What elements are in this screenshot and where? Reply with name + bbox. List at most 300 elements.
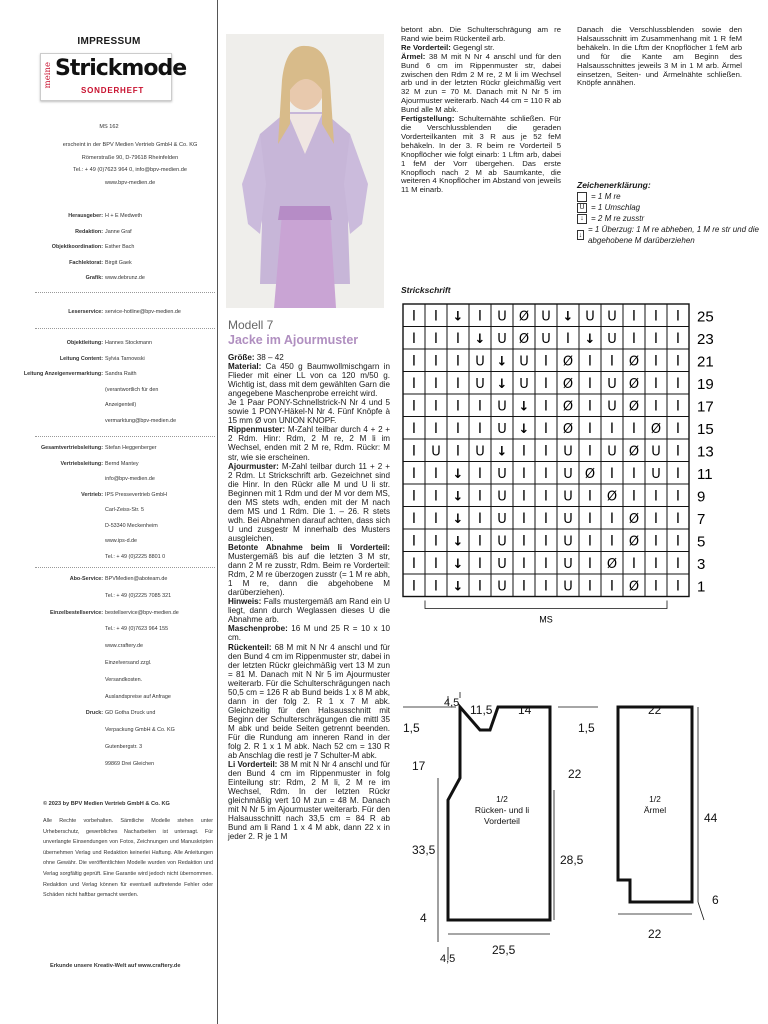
legend-title: Zeichenerklärung: (577, 180, 651, 190)
instruction-paragraph (228, 425, 390, 461)
instruction-heading: Betonte Abnahme beim li Vorderteil: (228, 542, 390, 552)
kv-value: bestellservice@bpv-medien.de (105, 609, 179, 616)
chart-symbol: U (541, 309, 551, 325)
chart-symbol: I (609, 420, 615, 437)
chart-symbol: I (675, 488, 681, 505)
kv-value: Carl-Zeiss-Str. 5 (105, 507, 144, 513)
body-label-2: Rücken- und li (474, 805, 530, 815)
chart-symbol: I (543, 578, 549, 595)
chart-symbol: I (433, 308, 439, 325)
instruction-heading: Größe: (228, 353, 255, 362)
chart-symbol: I (411, 578, 417, 595)
sleeve-label-1: 1/2 (649, 794, 661, 804)
chart-symbol: I (609, 578, 615, 595)
chart-symbol: U (607, 309, 617, 325)
chart-symbol: I (675, 353, 681, 370)
publisher-line: Tel.: + 49 (0)7623 964 0, info@bpv-medien.de (72, 167, 188, 173)
instruction-text: 16 M und 25 R = 10 x 10 cm. (228, 624, 390, 643)
instruction-paragraph (228, 543, 390, 597)
dim-h: 28,5 (560, 853, 584, 867)
ms-bracket (425, 601, 667, 609)
chart-row-label: 25 (697, 308, 714, 326)
legend-text: = 1 Umschlag (591, 203, 641, 212)
chart-row-label: 17 (697, 398, 714, 416)
chart-symbol: I (433, 353, 439, 370)
chart-symbol: ↓ (518, 421, 530, 437)
chart-symbol: I (653, 375, 659, 392)
footer-link[interactable]: Erkunde unsere Kreativ-Welt auf www.craftery.de (50, 963, 181, 969)
chart-symbol: I (675, 375, 681, 392)
chart-symbol: I (543, 510, 549, 527)
kv-value: D-53340 Meckenheim (105, 522, 158, 529)
instruction-heading: Re Vorderteil: (401, 42, 451, 52)
chart-symbol: Ø (562, 399, 574, 415)
chart-symbol: I (521, 533, 527, 550)
size-schematic (398, 692, 758, 974)
chart-symbol: ↓ (452, 466, 464, 482)
chart-symbol: I (543, 398, 549, 415)
instruction-text: 68 M mit N Nr 4 anschl und für den Bund 4 cm im Rippenmuster str, dabei in der letzten Rückr gleichmäßig vert 13 M zun = 81 M. Danach mit N Nr 5 im Ajourmuster weiterarb. Für die Schulterschrägungen nach 50,5 cm = 126 R ab Bund beids 1 x 8 M abk, dann in der folg 2. R 1 x 7 M abk. Gleichzeitig für den Halsausschnitt mit Beginn der Schulterschrägungen die mittl 35 M abk und beide Seiten getrennt beenden. Für die Rundung am inneren Rand in der folg 2. R 1 x 1 M abk. Nach 52 cm = 130 R ab Anschlag die restl je 7 Schulter-M abk. (228, 642, 390, 761)
chart-symbol: I (411, 533, 417, 550)
legend-symbol (577, 192, 587, 202)
chart-symbol: U (497, 511, 507, 527)
chart-symbol: U (585, 309, 595, 325)
chart-symbol: I (675, 308, 681, 325)
instruction-text: 38 M mit N Nr 4 anschl und für den Bund 6 cm im Rippenmuster str, dabei zwischen den Rdm 2 M re, 2 M li im Wechsel arb und in der letzten Rückr gleichmäßig vert 32 M zun = 70 M. Danach mit N Nr 5 im Ajourmuster weiterarb. Nach 44 cm = 110 R ab Bund alle M abk. (401, 51, 561, 115)
chart-symbol: Ø (518, 309, 530, 325)
chart-symbol: ↓ (518, 399, 530, 415)
chart-symbol: I (411, 420, 417, 437)
chart-symbol: I (521, 465, 527, 482)
instruction-text: M-Zahl teilbar durch 4 + 2 + 2 Rdm. Hinr: Rdm, 2 M re, 2 M li im Wechsel, enden mit 2 M re, Rdm. Rückr: M str, wie sie erscheinen. (228, 425, 390, 462)
chart-symbol: I (609, 533, 615, 550)
publisher-info (45, 139, 215, 189)
kv-key: Grafik: (85, 275, 103, 281)
knitting-chart (401, 302, 741, 642)
instructions-col-3: Danach die Verschlussblenden sowie den Halsausschnitt im Zusammenhang mit 1 R feM behäkeln. In die Lftm der Knopflöcher 1 feM arb und für die Kante am Beginn des Halsausschnittes jeweils 3 M in 1 M arb. Ärmel einsetzen, Seiten- und Ärmelnähte schließen. Knöpfe annähen. (577, 25, 742, 88)
chart-symbol: I (455, 330, 461, 347)
legend-item (577, 224, 762, 246)
body-label-1: 1/2 (496, 794, 508, 804)
chart-symbol: I (455, 353, 461, 370)
instruction-paragraph (228, 597, 390, 624)
chart-symbol: I (411, 465, 417, 482)
kv-key: Druck: (85, 710, 103, 717)
dim-f: 22 (568, 767, 582, 781)
chart-symbol: U (607, 376, 617, 392)
instruction-text: Gegengl str. (450, 42, 495, 52)
chart-symbol: I (675, 330, 681, 347)
chart-symbol: I (587, 398, 593, 415)
chart-symbol: I (609, 353, 615, 370)
chart-row-label: 13 (697, 443, 714, 461)
chart-symbol: Ø (518, 331, 530, 347)
chart-symbol: I (653, 488, 659, 505)
dim-a: 4,5 (444, 697, 460, 709)
legend-item (577, 202, 762, 213)
chart-symbol: U (497, 399, 507, 415)
instruction-text: M-Zahl teilbar durch 11 + 2 + 2 Rdm. Lt Strickschrift arb. Gezeichnet sind die Hinr. In den Rückr alle M und U li str. Beginnen mit 1 Rdm und der M vor dem MS, den MS stets wdh, enden mit der M nach dem MS und 1 Rdm. Die 1. – 26. R stets wdh. Bei Abnahmen darauf achten, dass sich U und zusgestr M innerhalb des Musters ausgleichen. (228, 461, 390, 543)
chart-symbol: I (411, 353, 417, 370)
chart-symbol: I (653, 330, 659, 347)
chart-symbol: U (607, 444, 617, 460)
instruction-heading: Hinweis: (228, 597, 262, 607)
chart-symbol: I (675, 465, 681, 482)
chart-symbol: I (521, 555, 527, 572)
kv-key: Vertriebsleitung: (60, 460, 103, 467)
chart-symbol: I (455, 443, 461, 460)
chart-symbol: I (631, 308, 637, 325)
chart-symbol: I (543, 465, 549, 482)
chart-symbol: I (543, 420, 549, 437)
instruction-heading: Material: (228, 362, 262, 372)
kv-value: www.debrunz.de (105, 275, 145, 281)
chart-symbol: I (587, 353, 593, 370)
chart-symbol: U (651, 444, 661, 460)
kv-value: Tel.: + 49 (0)7623 964 155 (105, 626, 169, 633)
dim-o: 6 (712, 893, 719, 907)
chart-symbol: I (631, 420, 637, 437)
dim-p: 22 (648, 927, 662, 941)
logo-meine: meine (43, 62, 53, 89)
kv-value: Sylvia Tarnowski (105, 355, 145, 362)
chart-symbol: I (411, 488, 417, 505)
kv-key: Vertrieb: (81, 491, 103, 498)
chart-symbol: I (477, 420, 483, 437)
chart-symbol: I (433, 533, 439, 550)
chart-symbol: I (587, 375, 593, 392)
legend-item (577, 213, 762, 224)
body-label-3: Vorderteil (484, 816, 520, 826)
chart-symbol: I (411, 510, 417, 527)
instructions-col-1 (228, 353, 390, 842)
instruction-heading: Li Vorderteil: (228, 760, 278, 770)
chart-symbol: I (675, 510, 681, 527)
chart-symbol: I (565, 330, 571, 347)
chart-symbol: I (433, 465, 439, 482)
instruction-text: 38 – 42 (254, 353, 284, 362)
instruction-paragraph (401, 115, 561, 195)
kv-key: Gesamtvertriebsleitung: (40, 445, 103, 451)
chart-symbol: Ø (584, 466, 596, 482)
publisher-line: erscheint in der BPV Medien Vertrieb GmbH & Co. KG (62, 142, 198, 148)
chart-symbol: I (477, 510, 483, 527)
chart-symbol: Ø (606, 556, 618, 572)
chart-symbol: I (543, 375, 549, 392)
chart-symbol: U (431, 444, 441, 460)
kv-value: (verantwortlich für den (105, 386, 159, 393)
kv-value: Versandkosten. (105, 676, 143, 683)
instruction-paragraph (228, 624, 390, 642)
chart-symbol: I (433, 330, 439, 347)
dim-i: 4 (420, 911, 427, 925)
chart-symbol: U (563, 489, 573, 505)
model-title: Jacke im Ajourmuster (228, 333, 359, 347)
chart-symbol: I (433, 510, 439, 527)
chart-symbol: U (519, 376, 529, 392)
kv-value: Gutenbergstr. 3 (105, 744, 143, 750)
chart-symbol: Ø (628, 399, 640, 415)
sleeve-label-2: Ärmel (643, 805, 667, 815)
chart-symbol: U (563, 511, 573, 527)
kv-value: BPVMedien@aboteam.de (105, 576, 168, 582)
chart-symbol: I (433, 578, 439, 595)
logo-sub: SONDERHEFT (81, 86, 145, 95)
chart-symbol: U (563, 579, 573, 595)
chart-row-label: 3 (697, 555, 706, 573)
publisher-line: www.bpv-medien.de (104, 179, 156, 186)
chart-symbol: I (675, 555, 681, 572)
divider (35, 292, 215, 293)
chart-symbol: I (521, 443, 527, 460)
chart-symbol: I (675, 443, 681, 460)
kv-value: 99869 Drei Gleichen (105, 760, 155, 767)
chart-symbol: I (587, 510, 593, 527)
chart-symbol: I (609, 465, 615, 482)
instruction-paragraph (228, 643, 390, 761)
chart-symbol: U (563, 556, 573, 572)
dim-g: 33,5 (412, 843, 436, 857)
chart-row-label: 19 (697, 375, 714, 393)
chart-symbol: U (563, 534, 573, 550)
instruction-text: Mustergemäß bis auf die letzten 3 M str, dann 2 M re zusstr, Rdm. Beim re Vorderteil: Rdm, 2 M re überzogen zusstr (= 1 M re abh, 1 M re, dann die abgehobene M darüberziehen). (228, 552, 390, 598)
chart-symbol: ↓ (562, 309, 574, 325)
kv-value: Verpackung GmbH & Co. KG (105, 727, 175, 734)
dim-c: 14 (518, 703, 532, 717)
chart-symbol: Ø (628, 376, 640, 392)
chart-symbol: I (543, 555, 549, 572)
chart-symbol: I (587, 555, 593, 572)
chart-symbol: I (587, 443, 593, 460)
kv-value: Einzelversand zzgl. (105, 660, 152, 666)
publisher-line: Römerstraße 90, D-79618 Rheinfelden (81, 154, 179, 161)
dim-d: 1,5 (403, 721, 420, 735)
chart-symbol: I (455, 420, 461, 437)
legend-item (577, 191, 762, 202)
instruction-text: betont abn. Die Schulterschrägung am re Rand wie beim Rückenteil arb. (401, 25, 561, 43)
chart-row-label: 11 (697, 465, 713, 483)
legend-symbol: U (577, 203, 587, 213)
chart-symbol: U (563, 444, 573, 460)
chart-symbol: I (433, 375, 439, 392)
kv-value: Tel.: + 49 (0)2225 8801 0 (105, 553, 166, 560)
chart-symbol: ↓ (474, 331, 486, 347)
chart-symbol: I (653, 578, 659, 595)
chart-symbol: I (433, 488, 439, 505)
kv-value: Sandra Raith (105, 371, 137, 377)
chart-symbol: Ø (650, 421, 662, 437)
chart-symbol: Ø (628, 534, 640, 550)
dim-n: 44 (704, 811, 718, 825)
chart-symbol: I (653, 555, 659, 572)
chart-symbol: I (477, 488, 483, 505)
chart-symbol: U (497, 309, 507, 325)
kv-value: Esther Bach (105, 244, 135, 250)
chart-symbol: U (497, 579, 507, 595)
chart-symbol: U (563, 466, 573, 482)
dim-b: 11,5 (470, 703, 493, 717)
chart-symbol: I (587, 420, 593, 437)
kv-value: Janne Graf (105, 228, 132, 235)
kv-value: Anzeigenteil) (105, 402, 137, 408)
divider (35, 436, 215, 437)
legend-text: = 1 M re (591, 192, 621, 201)
chart-symbol: I (587, 578, 593, 595)
chart-symbol: I (411, 375, 417, 392)
chart-symbol: I (543, 443, 549, 460)
chart-symbol: Ø (562, 376, 574, 392)
chart-symbol: I (675, 420, 681, 437)
instruction-heading: Ajourmuster: (228, 461, 279, 471)
chart-symbol: I (411, 443, 417, 460)
chart-symbol: I (653, 510, 659, 527)
kv-value: Birgit Gaek (105, 259, 132, 266)
instruction-heading: Maschenprobe: (228, 624, 288, 634)
kv-key: Objektkoordination: (51, 244, 103, 250)
kv-value: IPS Pressevertrieb GmbH (105, 491, 168, 498)
legend-symbol: ↓ (577, 214, 587, 224)
chart-symbol: U (651, 466, 661, 482)
chart-symbol: I (411, 555, 417, 572)
chart-row-label: 1 (697, 578, 706, 596)
chart-symbol: U (497, 556, 507, 572)
kv-value: www.ips-d.de (105, 538, 138, 544)
chart-symbol: I (631, 488, 637, 505)
dim-m: 22 (648, 703, 662, 717)
kv-value: Tel.: + 49 (0)2225 7085 321 (105, 592, 172, 599)
kv-key: Fachlektorat: (69, 259, 103, 266)
issue-number: MS 162 (99, 124, 119, 130)
chart-symbol: ↓ (452, 579, 464, 595)
dim-e: 17 (412, 759, 426, 773)
kv-key: Leitung Anzeigenvermarktung: (23, 371, 103, 377)
chart-symbol: I (521, 510, 527, 527)
impressum-title: IMPRESSUM (77, 36, 141, 47)
kv-value: Stefan Heggenberger (105, 445, 157, 451)
chart-title: Strickschrift (401, 285, 451, 295)
instruction-paragraph (401, 53, 561, 115)
instruction-text: Falls mustergemäß am Rand ein U liegt, dann durch Weglassen dieses U die Abnahme arb. (228, 597, 390, 625)
chart-row-label: 21 (697, 353, 714, 371)
chart-symbol: U (497, 466, 507, 482)
kv-value: Auslandspreise auf Anfrage (105, 693, 171, 700)
legend-text: = 2 M re zusstr (591, 214, 645, 223)
chart-symbol: I (521, 578, 527, 595)
instruction-text: 38 M mit N Nr 4 anschl und für den Bund 4 cm im Rippenmuster in folg Einteilung str: Rdm, 2 M li, 2 M re im Wechsel, Rdm. In der letzten Rückr gleichmäßig vert 10 M zun = 48 M. Danach mit N Nr 5 im Ajourmuster weiterarb. Für den Halsausschnitt nach 33,5 cm = 84 R ab Bund am li Rand 1 x 4 M abk, dann 22 x in jeder 2. R je 1 M (228, 760, 390, 842)
chart-symbol: I (411, 398, 417, 415)
instruction-paragraph (228, 353, 390, 362)
chart-symbol: I (455, 375, 461, 392)
kv-key: Herausgeber: (68, 213, 103, 219)
chart-symbol: U (497, 534, 507, 550)
model-photo (226, 34, 384, 308)
chart-symbol: ↓ (452, 534, 464, 550)
chart-symbol: Ø (606, 489, 618, 505)
instruction-paragraph (228, 462, 390, 543)
chart-symbol: I (543, 353, 549, 370)
chart-symbol: U (475, 376, 485, 392)
rights-text: Alle Rechte vorbehalten. Sämtliche Modelle stehen unter Urheberschutz, gewerbliches Nacharbeiten ist untersagt. Für unverlangte Einsendungen von Fotos, Zeichnungen und Manuskripten übernehmen Verlag und Redaktion keinerlei Haftung. Alle Anleitungen ohne Gewähr. Die veröffentlichten Modelle wurden von Redaktion und Verlag sorgfältig geprüft. Eine Garantie wird jedoch nicht übernommen. Redaktion und Verlag können für eventuell auftretende Fehler oder Schäden nicht haftbar gemacht werden. (43, 818, 213, 899)
dim-k: 4,5 (440, 953, 456, 965)
chart-symbol: U (497, 489, 507, 505)
dim-j: 25,5 (492, 943, 516, 957)
chart-symbol: ↓ (584, 331, 596, 347)
kv-value: Bernd Mantey (105, 460, 139, 467)
chart-symbol: ↓ (452, 489, 464, 505)
chart-row-label: 7 (697, 510, 706, 528)
kv-value: www.craftery.de (105, 643, 143, 650)
chart-symbol: I (675, 533, 681, 550)
chart-symbol: Ø (628, 579, 640, 595)
ms-label: MS (539, 614, 553, 625)
legend-symbol: ↓ (578, 231, 583, 239)
instruction-paragraph (401, 26, 561, 44)
chart-symbol: ↓ (452, 309, 464, 325)
model-number: Modell 7 (228, 318, 274, 332)
chart-symbol: ↓ (496, 376, 508, 392)
chart-symbol: U (607, 399, 617, 415)
chart-symbol: I (477, 578, 483, 595)
logo-main: Strickmode (55, 56, 187, 81)
chart-symbol: ↓ (496, 444, 508, 460)
chart-symbol: Ø (628, 444, 640, 460)
chart-symbol: I (433, 420, 439, 437)
dim-l: 1,5 (578, 721, 595, 735)
divider (35, 328, 215, 329)
chart-symbol: I (477, 308, 483, 325)
instruction-heading: Rückenteil: (228, 642, 272, 652)
chart-symbol: U (475, 354, 485, 370)
kv-value: vermarktung@bpv-medien.de (105, 417, 177, 424)
chart-symbol: I (543, 533, 549, 550)
chart-symbol: U (607, 331, 617, 347)
chart-symbol: ↓ (452, 511, 464, 527)
chart-symbol: I (477, 555, 483, 572)
chart-symbol: I (653, 353, 659, 370)
copyright: © 2023 by BPV Medien Vertrieb GmbH & Co. KG (43, 801, 170, 807)
strickmode-logo (40, 53, 187, 101)
kv-key: Abo-Service: (69, 576, 103, 582)
kv-key: Redaktion: (75, 228, 103, 235)
chart-symbol: Ø (562, 421, 574, 437)
instruction-heading: Ärmel: (401, 51, 426, 61)
instruction-text: Ca 450 g Baumwollmischgarn in Flieder mit einer LL von ca 120 m/50 g. Wichtig ist, dass mit dem gewählten Garn die angegebene Maschenprobe erreicht wird. (228, 362, 390, 399)
chart-symbol: ↓ (496, 354, 508, 370)
instruction-paragraph (228, 362, 390, 398)
impressum-column: IMPRESSUM meine Strickmode SONDERHEFT MS 162 erscheint in der BPV Medien Vertrieb GmbH & Co. KG Römerstraße 90, D-79618 Rheinfelden Tel.: + 49 (0)7623 964 0, info@bpv-medien.de www.bpv-medien.de Herausgeber: H + E Medweth Redaktion: Janne Graf Objektkoordination: Esther Bach Fachlektorat: Birgit Gaek Grafik: www.debrunz.de Leserservice: service-hotline@bpv-medien.de Objektleitung: Hannes Stockmann Leitung Content: Sylvia Tarnowski Leitung Anzeigenvermarktung: Sandra Raith (verantwortlich für den Anzeigenteil) vermarktung@bpv-medien.de Gesamtvertriebsleitung: Stefan Heggenberger Vertriebsleitung: Bernd Mantey info@bpv-medien.de Vertrieb: IPS Pressevertrieb GmbH Carl-Zeiss-Str. 5 D-53340 Meckenheim www.ips-d.de Tel.: + 49 (0)2225 8801 0 Abo-Service: BPVMedien@aboteam.de Tel.: + 49 (0)2225 7085 321 Einzelbestellservice: bestellservice@bpv-medien.de Tel.: + 49 (0)7623 964 155 www.craftery.de Einzelversand zzgl. Versandkosten. Auslandspreise auf Anfrage Druck: GD Gotha Druck und Verpackung GmbH & Co. KG Gutenbergstr. 3 99869 Drei Gleichen © 2023 by BPV Medien Vertrieb GmbH & Co. KG Alle Rechte vorbehalten. Sämtliche Modelle stehen unter Urheberschutz, gewerbliches Nacharbeiten ist untersagt. Für unverlangte Einsendungen von Fotos, Zeichnungen und Manuskripten übernehmen Verlag und Redaktion keinerlei Haftung. Alle Anleitungen ohne Gewähr. Die veröffentlichten Modelle wurden von Redaktion und Verlag sorgfältig geprüft. Eine Garantie wird jedoch nicht übernommen. Redaktion und Verlag können für eventuell auftretende Fehler oder Schäden nicht haftbar gemacht werden. Erkunde unsere Kreativ-Welt auf www.craftery.de (0, 0, 218, 1024)
chart-symbol: Ø (628, 511, 640, 527)
chart-symbol: I (631, 465, 637, 482)
chart-symbol: I (543, 488, 549, 505)
chart-row-label: 15 (697, 420, 714, 438)
instruction-text: Je 1 Paar PONY-Schnellstrick-N Nr 4 und 5 sowie 1 PONY-Häkel-N Nr 4. Fünf Knöpfe à 15 mm Ø von UNION KNOPF. (228, 398, 390, 426)
legend-text: = 1 Überzug: 1 M re abheben, 1 M re str und die abgehobene M darüberziehen (587, 225, 759, 245)
chart-symbol: I (675, 398, 681, 415)
instruction-heading: Rippenmuster: (228, 425, 286, 435)
chart-symbol: I (653, 533, 659, 550)
chart-symbol: Ø (562, 354, 574, 370)
chart-symbol: I (411, 308, 417, 325)
kv-key: Einzelbestellservice: (49, 609, 103, 616)
chart-symbol: I (433, 398, 439, 415)
kv-value: Hannes Stockmann (105, 340, 153, 346)
kv-key: Objektleitung: (66, 340, 103, 346)
instruction-text: Schulternähte schließen. Für die Verschlussblenden die geraden Vorderteilkanten mit 3 R aus je 52 feM behäkeln. In der 3. R beim re Vorderteil 5 Knopflöcher wie folgt einarb: 1 Lftm arb, dabei 1 feM der Vorr übergehen. Das erste Knopfloch nach 2 M ab Saumkante, die weiteren 4 Knopflöcher im Abstand von jeweils 11 M einarb. (401, 114, 561, 195)
chart-symbol: U (475, 444, 485, 460)
chart-row-label: 5 (697, 533, 706, 551)
chart-symbol: Ø (628, 354, 640, 370)
instruction-paragraph (228, 760, 390, 841)
